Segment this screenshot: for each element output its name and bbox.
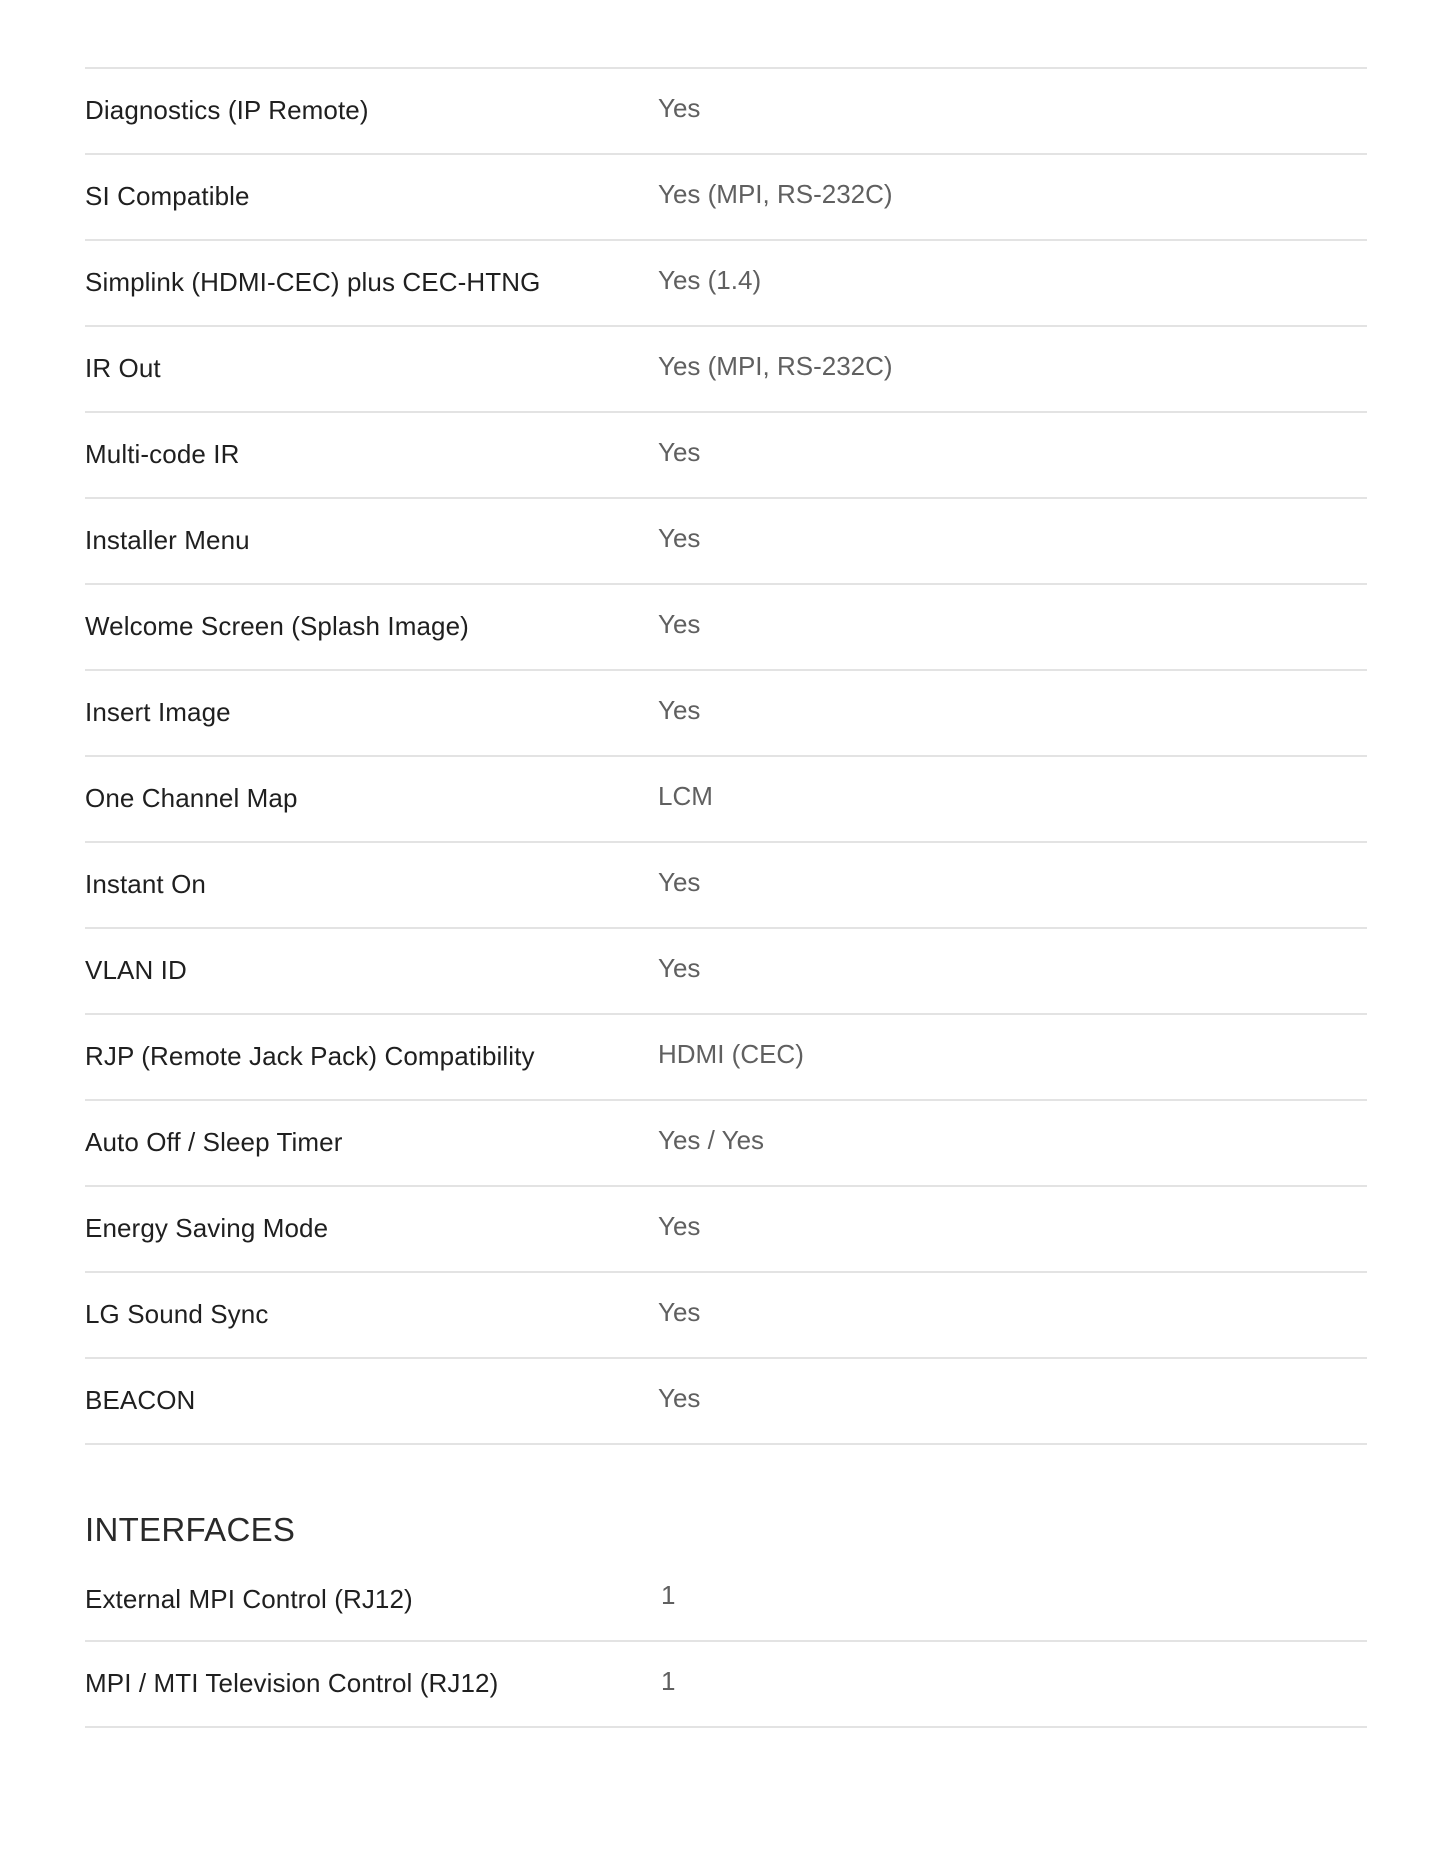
spec-label: Multi-code IR <box>85 439 240 469</box>
spec-value: Yes (1.4) <box>658 265 762 295</box>
spec-value: HDMI (CEC) <box>658 1039 804 1069</box>
spec-value: Yes <box>658 867 701 897</box>
table-row <box>85 585 1367 671</box>
spec-value: Yes <box>658 437 701 467</box>
table-row <box>85 1273 1367 1359</box>
spec-value: Yes <box>658 523 701 553</box>
spec-label: LG Sound Sync <box>85 1299 269 1329</box>
interfaces-table <box>85 1554 1367 1728</box>
spec-value: Yes <box>658 1383 701 1413</box>
spec-value: Yes / Yes <box>658 1125 765 1155</box>
spec-value: Yes (MPI, RS-232C) <box>658 179 893 209</box>
table-row <box>85 1642 1367 1728</box>
spec-label: RJP (Remote Jack Pack) Compatibility <box>85 1041 535 1071</box>
table-row <box>85 155 1367 241</box>
spec-label: BEACON <box>85 1385 196 1415</box>
table-row <box>85 413 1367 499</box>
spec-label: IR Out <box>85 353 161 383</box>
spec-value: Yes <box>658 695 701 725</box>
spec-value: Yes <box>658 609 701 639</box>
spec-page <box>85 67 1367 1728</box>
table-row <box>85 1101 1367 1187</box>
section-title-interfaces: INTERFACES <box>85 1511 296 1548</box>
spec-label: MPI / MTI Television Control (RJ12) <box>85 1668 499 1698</box>
spec-label: Instant On <box>85 869 206 899</box>
spec-label: Welcome Screen (Splash Image) <box>85 611 469 641</box>
spec-value: 1 <box>661 1580 676 1610</box>
spec-label: One Channel Map <box>85 783 298 813</box>
table-row <box>85 929 1367 1015</box>
table-row <box>85 757 1367 843</box>
spec-value: Yes <box>658 953 701 983</box>
spec-value: LCM <box>658 781 713 811</box>
spec-value: 1 <box>661 1666 676 1696</box>
spec-label: External MPI Control (RJ12) <box>85 1584 413 1614</box>
table-row <box>85 327 1367 413</box>
spec-label: Auto Off / Sleep Timer <box>85 1127 343 1157</box>
spec-value: Yes <box>658 1297 701 1327</box>
spec-label: Installer Menu <box>85 525 250 555</box>
spec-value: Yes (MPI, RS-232C) <box>658 351 893 381</box>
table-row <box>85 69 1367 155</box>
table-row <box>85 1359 1367 1445</box>
table-row <box>85 1015 1367 1101</box>
spec-value: Yes <box>658 93 701 123</box>
table-row <box>85 671 1367 757</box>
spec-label: VLAN ID <box>85 955 187 985</box>
spec-label: Insert Image <box>85 697 231 727</box>
table-row <box>85 1187 1367 1273</box>
table-row <box>85 241 1367 327</box>
table-row <box>85 499 1367 585</box>
spec-label: Simplink (HDMI-CEC) plus CEC-HTNG <box>85 267 541 297</box>
spec-label: Energy Saving Mode <box>85 1213 329 1243</box>
features-table <box>85 69 1367 1445</box>
spec-label: SI Compatible <box>85 181 250 211</box>
table-row <box>85 1554 1367 1642</box>
table-row <box>85 843 1367 929</box>
spec-value: Yes <box>658 1211 701 1241</box>
spec-label: Diagnostics (IP Remote) <box>85 95 369 125</box>
